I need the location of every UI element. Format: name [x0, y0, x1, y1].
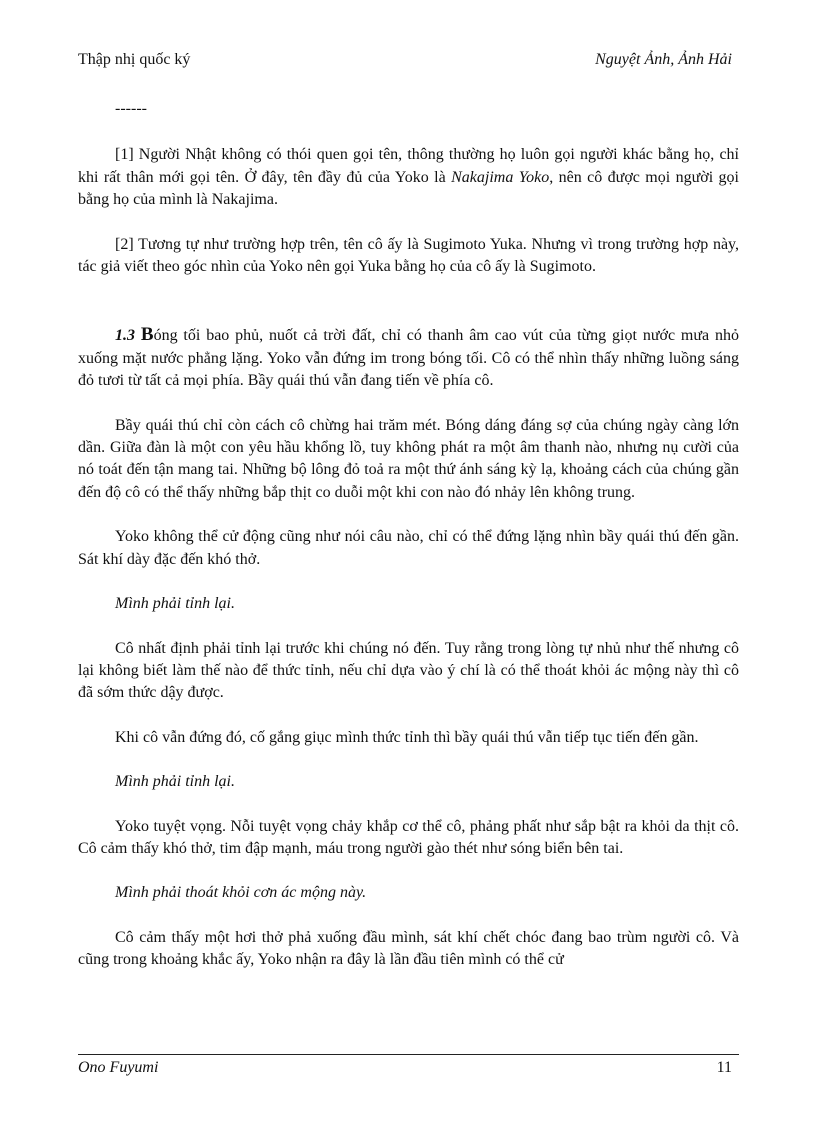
section-opening-text: óng tối bao phủ, nuốt cả trời đất, chỉ có thanh âm cao vút của từng giọt nước mưa nhỏ xuống mặt nước phẳng lặng. Yoko vẫn đứng im trong bóng tối. Cô có thể nhìn thấy những luồng sáng đỏ tươi từ tất cả mọi phía. Bầy quái thú vẫn đang tiến về phía cô.	[78, 327, 740, 390]
header-book-title: Thập nhị quốc ký	[78, 51, 191, 68]
inner-thought: Mình phải thoát khỏi cơn ác mộng này.	[115, 884, 367, 902]
section-number: 1.3	[115, 327, 135, 345]
drop-letter: B	[140, 324, 154, 346]
paragraph: Cô nhất định phải tỉnh lại trước khi chúng nó đến. Tuy rằng trong lòng tự nhủ như thế nhưng cô lại không biết làm thế nào để thức tỉnh, nếu chỉ dựa vào ý chí là có thể thoát khỏi ác mộng này thì cô đã sớm thức dậy được.	[78, 639, 739, 702]
paragraph: Bầy quái thú chỉ còn cách cô chừng hai trăm mét. Bóng dáng đáng sợ của chúng ngày càng lớn dần. Giữa đàn là một con yêu hầu khổng lồ, tuy không phát ra một âm thanh nào, nhưng nụ cười của nó toát đến tận mang tai. Những bộ lông đỏ toả ra một thứ ánh sáng kỳ lạ, khoảng cách của chúng gần đến độ cô có thể thấy những bắp thịt co duỗi một khi con nào đó nhảy lên không trung.	[78, 416, 739, 501]
page-number: 11	[716, 1059, 732, 1076]
body-text	[78, 98, 739, 994]
footer-divider	[78, 1054, 739, 1055]
footnote-1-text: [1] Người Nhật không có thói quen gọi tên, thông thường họ luôn gọi người khác bằng họ, chỉ khi rất thân mới gọi tên. Ở đây, tên đầy đủ của Yoko là	[78, 146, 739, 186]
footnote-1-emphasis: Nakajima Yoko	[451, 168, 550, 186]
separator: ------	[115, 100, 147, 117]
footnote-2: [2] Tương tự như trường hợp trên, tên cô ấy là Sugimoto Yuka. Nhưng vì trong trường hợp này, tác giả viết theo góc nhìn của Yoko nên gọi Yuka bằng họ của cô ấy là Sugimoto.	[78, 235, 739, 276]
inner-thought: Mình phải tỉnh lại.	[115, 773, 235, 791]
footnote-1-text-end: , nên cô được mọi người gọi bằng họ của mình là Nakajima.	[78, 168, 740, 209]
paragraph: Yoko tuyệt vọng. Nỗi tuyệt vọng chảy khắp cơ thể cô, phảng phất như sắp bật ra khỏi da thịt cô. Cô cảm thấy khó thở, tim đập mạnh, máu trong người gào thét như sóng biển bên tai.	[78, 817, 739, 857]
footnote-1	[78, 144, 739, 211]
section-opening	[78, 324, 739, 392]
paragraph: Yoko không thể cử động cũng như nói câu nào, chỉ có thể đứng lặng nhìn bầy quái thú đến gần. Sát khí dày đặc đến khó thở.	[78, 528, 739, 568]
paragraph: Khi cô vẫn đứng đó, cố gắng giục mình thức tỉnh thì bầy quái thú vẫn tiếp tục tiến đến gần.	[115, 728, 699, 746]
header-translators: Nguyệt Ảnh, Ảnh Hải	[595, 51, 732, 68]
paragraph: Cô cảm thấy một hơi thở phả xuống đầu mình, sát khí chết chóc đang bao trùm người cô. Và cũng trong khoảng khắc ấy, Yoko nhận ra đây là lần đầu tiên mình có thể cử	[78, 928, 739, 969]
inner-thought: Mình phải tỉnh lại.	[115, 595, 235, 613]
footer-author: Ono Fuyumi	[78, 1059, 159, 1076]
